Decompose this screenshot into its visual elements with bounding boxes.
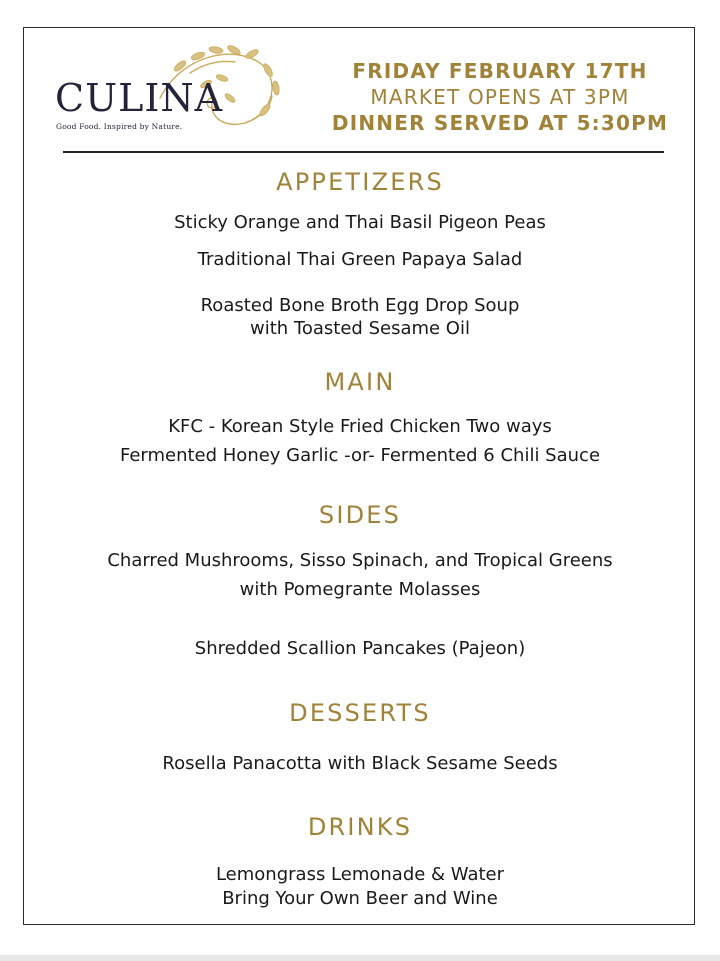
menu-item: with Toasted Sesame Oil [250, 318, 470, 339]
menu-item: with Pomegrante Molasses [239, 579, 481, 600]
menu-item: Fermented Honey Garlic -or- Fermented 6 Chili Sauce [119, 445, 601, 466]
menu-card [23, 27, 695, 925]
menu-item: Bring Your Own Beer and Wine [222, 888, 498, 909]
menu-item: KFC - Korean Style Fried Chicken Two ways [168, 416, 552, 437]
menu-item: Traditional Thai Green Papaya Salad [197, 249, 523, 270]
event-header [300, 58, 700, 136]
menu-item: Lemongrass Lemonade & Water [215, 864, 505, 885]
section-title-drinks: DRINKS [307, 813, 413, 841]
logo-tagline: Good Food. Inspired by Nature. [56, 122, 183, 131]
menu-item: Roasted Bone Broth Egg Drop Soup [200, 295, 520, 316]
market-open-time: MARKET OPENS AT 3PM [370, 85, 630, 109]
page-bottom-strip [0, 955, 720, 961]
section-title-desserts: DESSERTS [289, 699, 431, 727]
menu-item: Shredded Scallion Pancakes (Pajeon) [194, 638, 526, 659]
header-divider [63, 151, 664, 153]
menu-item: Rosella Panacotta with Black Sesame Seeds [162, 753, 558, 774]
dinner-time: DINNER SERVED AT 5:30PM [331, 111, 669, 135]
logo-wordmark: CULINA [55, 76, 224, 120]
menu-item: Charred Mushrooms, Sisso Spinach, and Tropical Greens [107, 550, 613, 571]
section-title-appetizers: APPETIZERS [276, 168, 444, 196]
section-title-main: MAIN [324, 368, 396, 396]
event-date: FRIDAY FEBRUARY 17TH [352, 59, 648, 83]
culina-logo [55, 38, 285, 138]
section-title-sides: SIDES [318, 501, 402, 529]
menu-item: Sticky Orange and Thai Basil Pigeon Peas [174, 212, 546, 233]
